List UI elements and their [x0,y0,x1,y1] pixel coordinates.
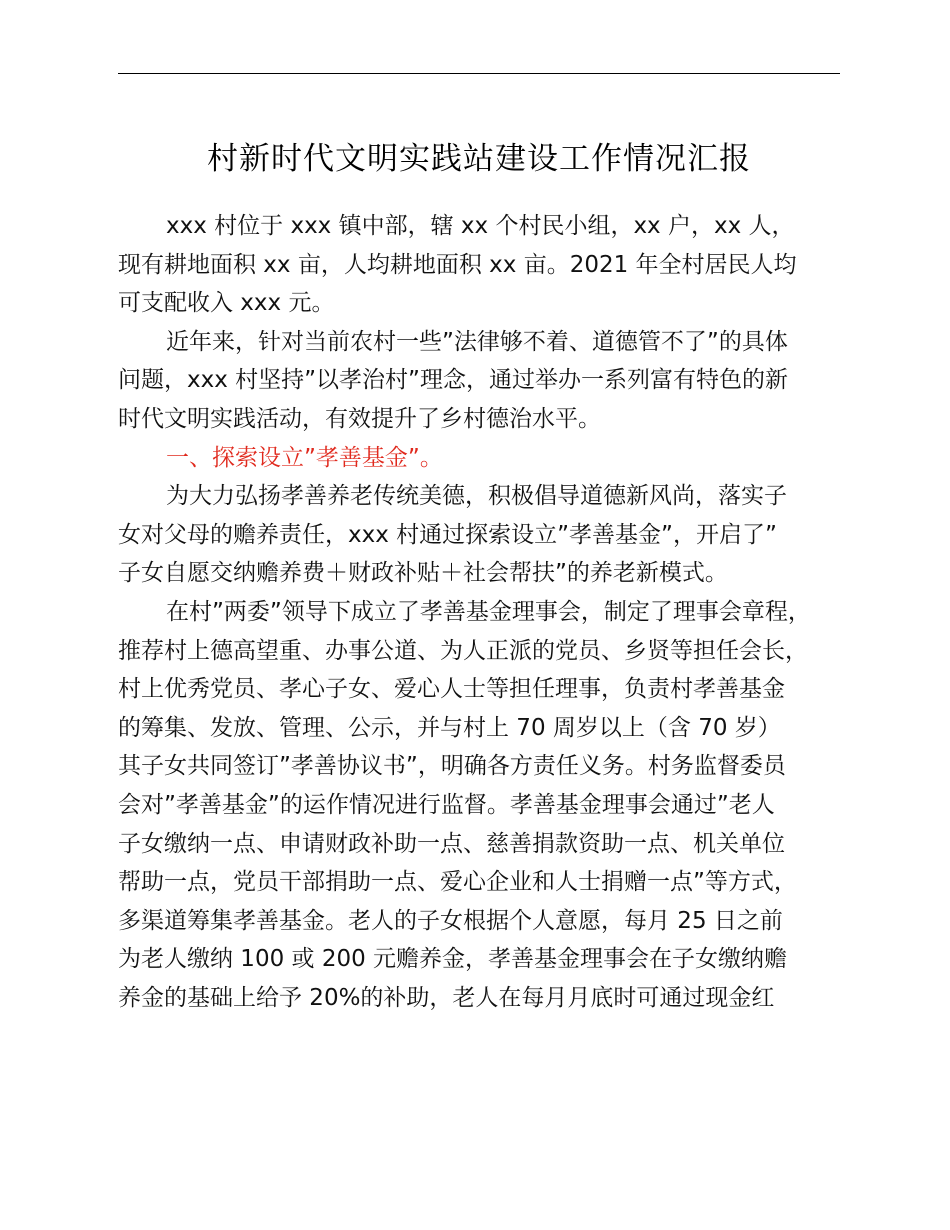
paragraph-line: xxx 村位于 xxx 镇中部，辖 xx 个村民小组，xx 户，xx 人， [166,213,795,239]
paragraph-line: 推荐村上德高望重、办事公道、为人正派的党员、乡贤等担任会长， [118,637,808,664]
paragraph-line: 为大力弘扬孝善养老传统美德，积极倡导道德新风尚，落实子 [166,483,787,510]
paragraph-line: 的筹集、发放、管理、公示，并与村上 70 周岁以上（含 70 岁） [118,714,781,741]
paragraph-line: 多渠道筹集孝善基金。老人的子女根据个人意愿，每月 25 日之前 [118,907,783,934]
paragraph-line: 会对”孝善基金”的运作情况进行监督。孝善基金理事会通过”老人 [118,791,775,818]
section-heading [118,439,848,478]
fund-intro-paragraph [118,477,848,593]
document-body [118,207,848,1017]
paragraph-line: 在村”两委”领导下成立了孝善基金理事会，制定了理事会章程， [166,598,811,625]
background-paragraph [118,323,848,439]
paragraph-line: 村上优秀党员、孝心子女、爱心人士等担任理事，负责村孝善基金 [118,676,785,703]
paragraph-line: 帮助一点，党员干部捐助一点、爱心企业和人士捐赠一点”等方式， [118,869,797,896]
paragraph-line: 养金的基础上给予 20%的补助，老人在每月月底时可通过现金红 [118,984,775,1011]
paragraph-line: 子女缴纳一点、申请财政补助一点、慈善捐款资助一点、机关单位 [118,830,785,857]
paragraph-line: 女对父母的赡养责任，xxx 村通过探索设立”孝善基金”，开启了” [118,521,777,548]
paragraph-line: 问题，xxx 村坚持”以孝治村”理念，通过举办一系列富有特色的新 [118,367,788,394]
paragraph-line: 近年来，针对当前农村一些”法律够不着、道德管不了”的具体 [166,328,788,355]
fund-detail-paragraph [118,593,848,1018]
intro-paragraph [118,207,848,323]
page-title: 村新时代文明实践站建设工作情况汇报 [207,141,751,177]
paragraph-line: 其子女共同签订”孝善协议书”，明确各方责任义务。村务监督委员 [118,753,786,780]
paragraph-line: 可支配收入 xxx 元。 [118,290,335,317]
paragraph-line: 为老人缴纳 100 或 200 元赡养金，孝善基金理事会在子女缴纳赡 [118,946,788,973]
paragraph-line: 子女自愿交纳赡养费＋财政补贴＋社会帮扶”的养老新模式。 [118,560,728,587]
paragraph-line: 现有耕地面积 xx 亩，人均耕地面积 xx 亩。2021 年全村居民人均 [118,251,797,278]
paragraph-line: 时代文明实践活动，有效提升了乡村德治水平。 [118,405,601,432]
section-heading-text: 一、探索设立”孝善基金”。 [166,444,443,471]
header-rule [118,73,840,74]
